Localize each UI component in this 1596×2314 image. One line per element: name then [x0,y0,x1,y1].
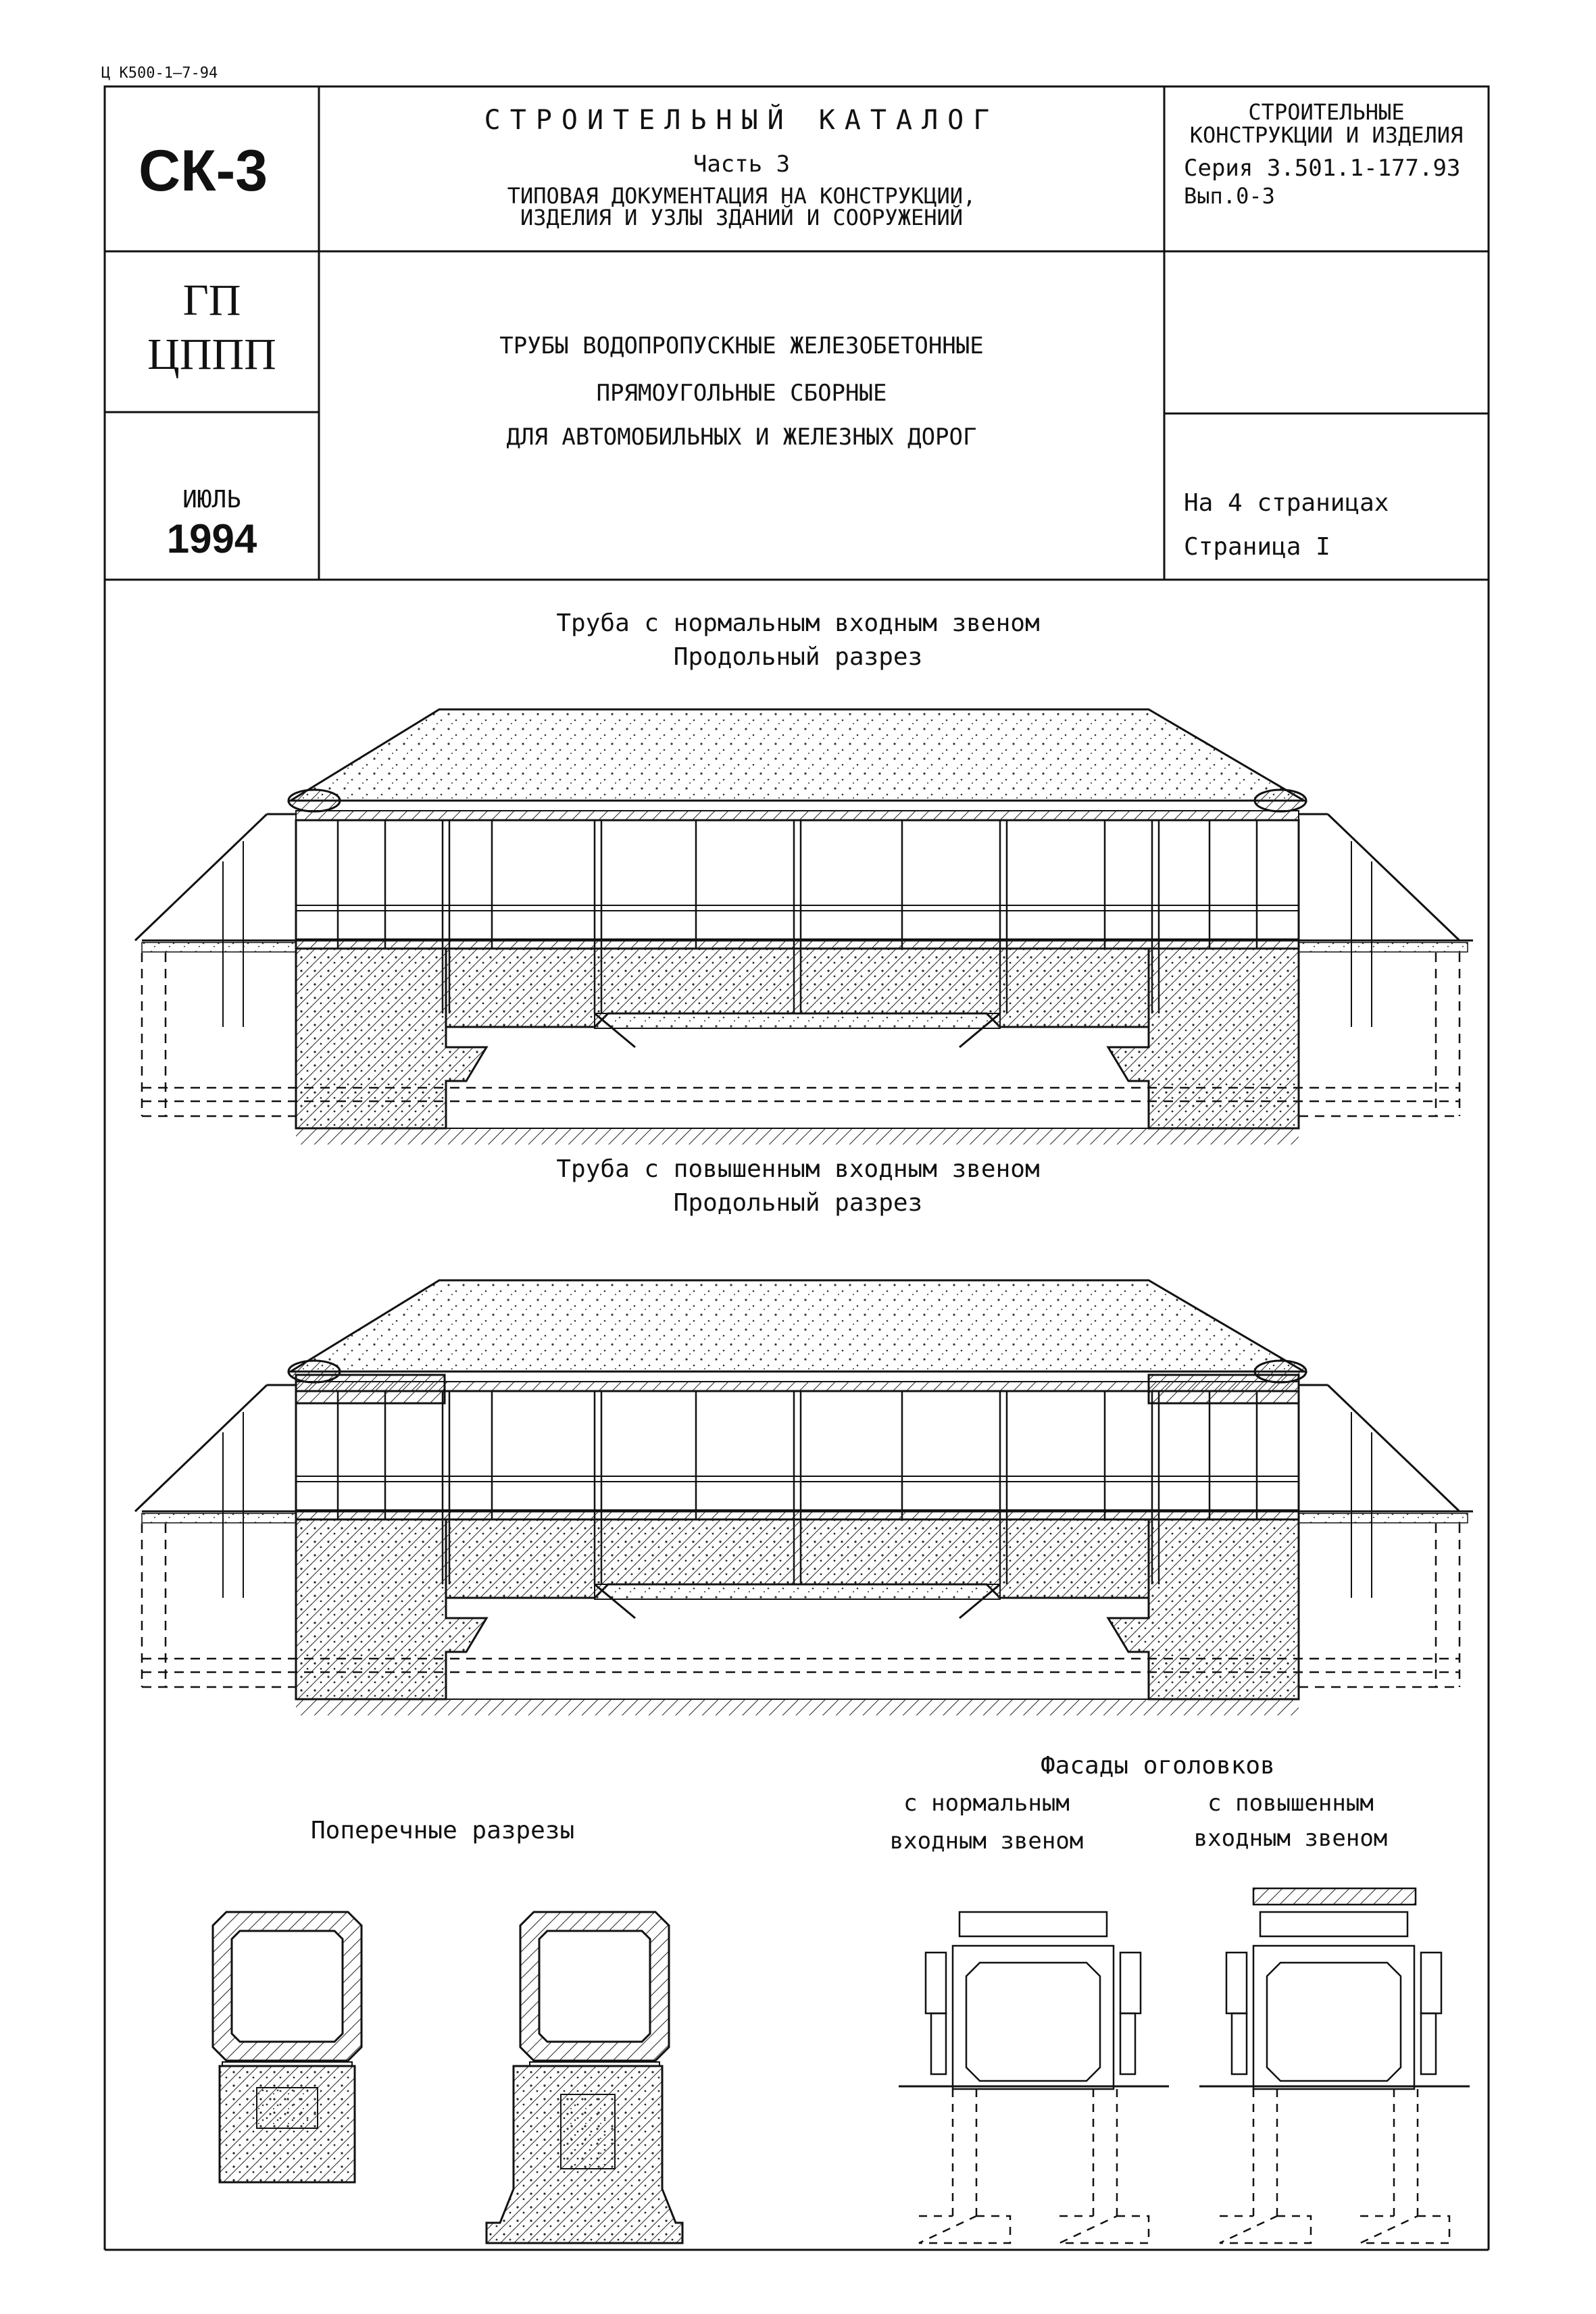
release-month: ИЮЛЬ [182,486,241,513]
facade-normal-caption-line1: с нормальным [903,1790,1070,1817]
cross-section-raised [487,1912,682,2243]
catalog-part: Часть 3 [693,151,791,178]
document-title-line1: ТРУБЫ ВОДОПРОПУСКНЫЕ ЖЕЛЕЗОБЕТОННЫЕ [499,332,984,359]
figure2-title: Труба с повышенным входным звеном [556,1155,1040,1183]
document-title-line3: ДЛЯ АВТОМОБИЛЬНЫХ И ЖЕЛЕЗНЫХ ДОРОГ [506,424,977,451]
facades-title: Фасады оголовков [1041,1752,1275,1780]
facade-raised-caption-line2: входным звеном [1193,1825,1388,1852]
release-year: 1994 [166,516,257,561]
org-line1: ГП [182,276,241,325]
figure1-subtitle: Продольный разрез [673,643,923,671]
issue-number: Вып.0-3 [1184,183,1275,209]
part-description-line1: ТИПОВАЯ ДОКУМЕНТАЦИЯ НА КОНСТРУКЦИИ, [507,183,976,209]
facade-normal-caption-line2: входным звеном [889,1828,1084,1855]
org-line2: ЦППП [147,330,276,379]
cross-sections-title: Поперечные разрезы [311,1817,575,1844]
ck-label: СК-3 [139,139,268,203]
cross-section-normal [213,1912,361,2182]
current-page: Страница I [1184,533,1330,561]
figure2-subtitle: Продольный разрез [673,1189,923,1217]
section-line2: КОНСТРУКЦИИ И ИЗДЕЛИЯ [1189,122,1464,148]
part-description-line2: ИЗДЕЛИЯ И УЗЛЫ ЗДАНИЙ И СООРУЖЕНИЙ [520,205,964,230]
catalog-title: СТРОИТЕЛЬНЫЙ КАТАЛОГ [484,105,999,136]
series-number: Серия 3.501.1-177.93 [1184,155,1461,182]
total-pages: На 4 страницах [1184,489,1389,517]
document-code: Ц К500-1—7-94 [101,65,218,82]
facade-raised-caption-line1: с повышенным [1207,1790,1374,1817]
section-line1: СТРОИТЕЛЬНЫЕ [1248,99,1405,125]
figure1-title: Труба с нормальным входным звеном [556,609,1040,637]
document-title-line2: ПРЯМОУГОЛЬНЫЕ СБОРНЫЕ [596,380,887,407]
